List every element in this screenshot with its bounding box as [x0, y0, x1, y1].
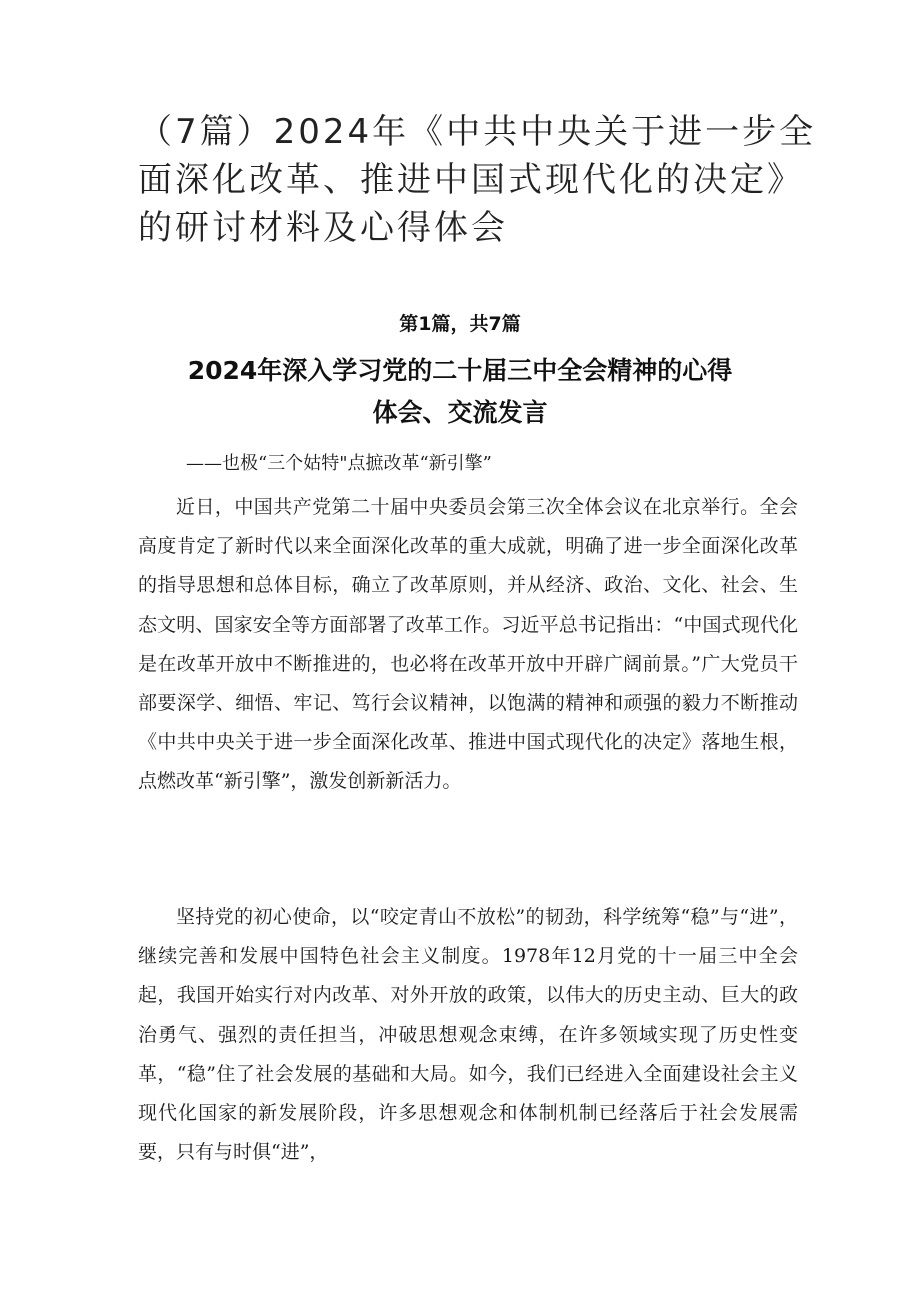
- article-title: 2024年深入学习党的二十届三中全会精神的心得体会、交流发言: [187, 356, 733, 427]
- document-title: （7篇）2024年《中共中央关于进一步全面深化改革、推进中国式现代化的决定》的研讨材料及心得体会: [138, 112, 817, 248]
- part-label: 第1篇，共7篇: [399, 313, 521, 335]
- article-subtitle: ——也极“三个姑特"点摭改革“新引擎”: [186, 453, 492, 474]
- body-paragraph: 坚持党的初心使命，以“咬定青山不放松”的韧劲，科学统筹“稳”与“进”，继续完善和发展中国特色社会主义制度。1978年12月党的十一届三中全会起，我国开始实行对内改革、对外开放的政策，以伟大的历史主动、巨大的政治勇气、强烈的责任担当，冲破思想观念束缚，在许多领域实现了历史性变革，“稳”住了社会发展的基础和大局。如今，我们已经进入全面建设社会主义现代化国家的新发展阶段，许多思想观念和体制机制已经落后于社会发展需要，只有与时俱“进”，: [138, 906, 798, 1164]
- body-paragraph: 近日，中国共产党第二十届中央委员会第三次全体会议在北京举行。全会高度肯定了新时代以来全面深化改革的重大成就，明确了进一步全面深化改革的指导思想和总体目标，确立了改革原则，并从经济、政治、文化、社会、生态文明、国家安全等方面部署了改革工作。习近平总书记指出：“中国式现代化是在改革开放中不断推进的，也必将在改革开放中开辟广阔前景。”广大党员干部要深学、细悟、牢记、笃行会议精神，以饱满的精神和顽强的毅力不断推动《中共中央关于进一步全面深化改革、推进中国式现代化的决定》落地生根，点燃改革“新引擎”，激发创新新活力。: [138, 496, 798, 793]
